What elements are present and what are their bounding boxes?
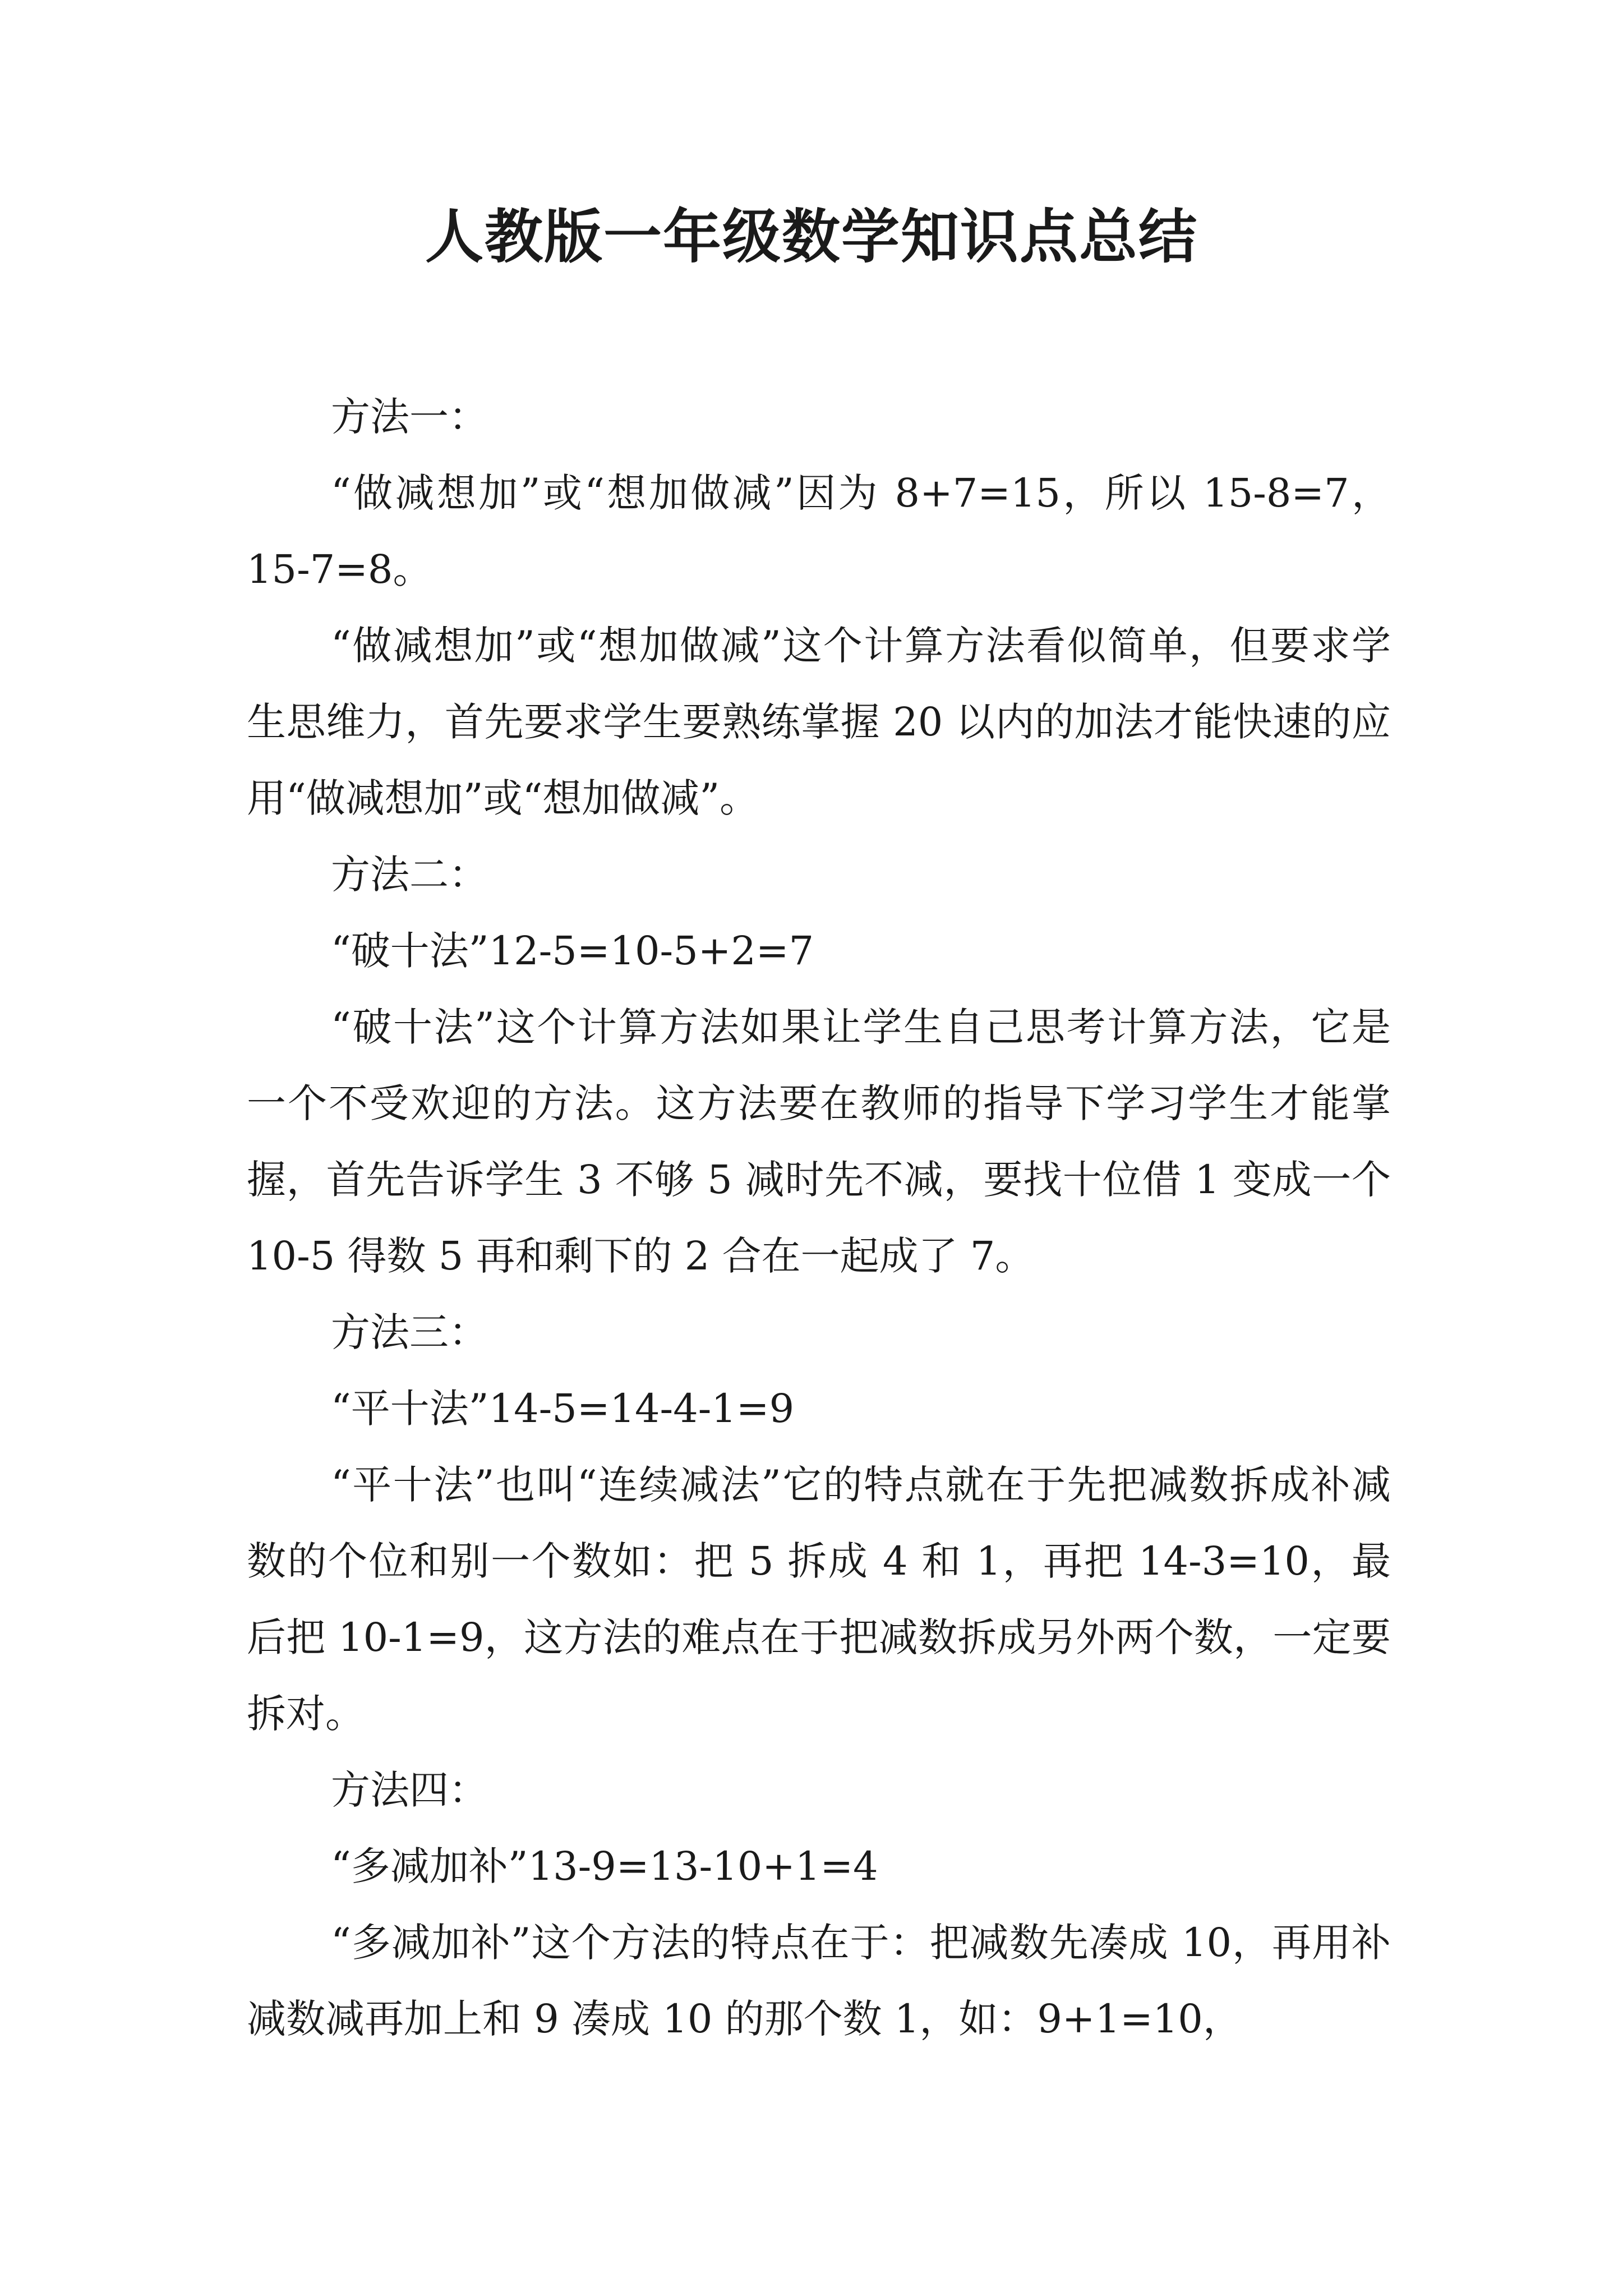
paragraph-method-3-heading: 方法三：: [331, 1309, 488, 1355]
paragraph-method-1-explanation: “做减想加”或“想加做减”这个计算方法看似简单，但要求学生思维力，首先要求学生要熟练掌握 20 以内的加法才能快速的应用“做减想加”或“想加做减”。: [247, 623, 1391, 821]
paragraph-method-2-heading: 方法二：: [331, 852, 488, 898]
paragraph-method-3-example: “平十法”14-5=14-4-1=9: [331, 1386, 795, 1432]
paragraph-method-1-example: “做减想加”或“想加做减”因为 8+7=15，所以 15-8=7，15-7=8。: [247, 470, 1391, 592]
paragraph-method-2-explanation: “破十法”这个计算方法如果让学生自己思考计算方法，它是一个不受欢迎的方法。这方法要在教师的指导下学习学生才能掌握，首先告诉学生 3 不够 5 减时先不减，要找十位借 1 变成一个 10-5 得数 5 再和剩下的 2 合在一起成了 7。: [247, 1004, 1391, 1279]
paragraph-method-1-heading: 方法一：: [331, 394, 488, 440]
paragraph-method-2-example: “破十法”12-5=10-5+2=7: [331, 928, 814, 974]
paragraph-method-4-explanation: “多减加补”这个方法的特点在于：把减数先凑成 10，再用补减数减再加上和 9 凑成 10 的那个数 1，如：9+1=10，: [247, 1920, 1391, 2042]
page-title: 人教版一年级数学知识点总结: [425, 203, 1198, 271]
document-body: [247, 379, 1391, 2057]
paragraph-method-4-example: “多减加补”13-9=13-10+1=4: [331, 1843, 878, 1889]
paragraph-method-3-explanation: “平十法”也叫“连续减法”它的特点就在于先把减数拆成补减数的个位和别一个数如：把 5 拆成 4 和 1，再把 14-3=10，最后把 10-1=9，这方法的难点在于把减数拆成另外两个数，一定要拆对。: [247, 1462, 1391, 1737]
paragraph-method-4-heading: 方法四：: [331, 1767, 488, 1813]
